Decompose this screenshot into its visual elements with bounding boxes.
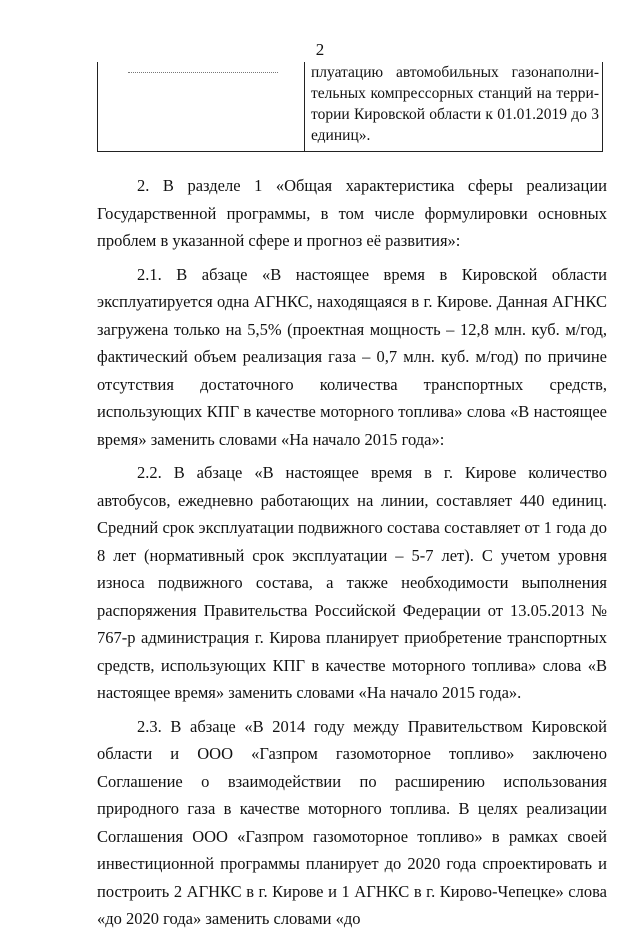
page-number: 2 [315,40,325,59]
paragraph-2-3: 2.3. В абзаце «В 2014 году между Правительством Кировской области и ООО «Газпром газомоторное топливо» заключено Соглашение о взаимодействии по расширению использования природного газа в качестве моторного топлива. В целях реализации Соглашения ООО «Газпром газомоторное топливо» в рамках своей инвестиционной программы планирует до 2020 года спроектировать и построить 2 АГНКС в г. Кирове и 1 АГНКС в г. Кирово-Чепецке» слова «до 2020 года» заменить словами «до [97,716,607,928]
paragraph-2-1: 2.1. В абзаце «В настоящее время в Кировской области эксплуатируется одна АГНКС, находящаяся в г. Кирове. Данная АГНКС загружена только на 5,5% (проектная мощность – 12,8 млн. куб. м/год, фактический объем реализация газа – 0,7 млн. куб. м/год) по причине отсутствия достаточного количества транспортных средств, использующих КПГ в качестве моторного топлива» слова «В настоящее время» заменить словами «На начало 2015 года»: [97,264,607,449]
table-left-cell [98,62,305,151]
table-line: тельных компрессорных станций на терри- [311,85,599,102]
document-body [97,172,607,939]
paragraph-section-2: 2. В разделе 1 «Общая характеристика сферы реализации Государственной программы, в том числе формулировки основных проблем в указанной сфере и прогноз её развития»: [97,176,607,250]
table-right-cell [311,62,599,146]
table-line: единиц». [311,127,371,144]
table-line: тории Кировской области к 01.01.2019 до 3 [311,106,599,123]
table-dotted-line [128,72,278,73]
table-line: плуатацию автомобильных газонаполни- [311,64,599,81]
paragraph-2-2: 2.2. В абзаце «В настоящее время в г. Кирове количество автобусов, ежедневно работающих на линии, составляет 440 единиц. Средний срок эксплуатации подвижного состава составляет от 1 года до 8 лет (нормативный срок эксплуатации – 5-7 лет). С учетом уровня износа подвижного состава, а также необходимости выполнения распоряжения Правительства Российской Федерации от 13.05.2013 № 767-р администрация г. Кирова планирует приобретение транспортных средств, использующих КПГ в качестве моторного топлива» слова «В настоящее время» заменить словами «На начало 2015 года». [97,463,607,702]
table-fragment [97,62,603,152]
